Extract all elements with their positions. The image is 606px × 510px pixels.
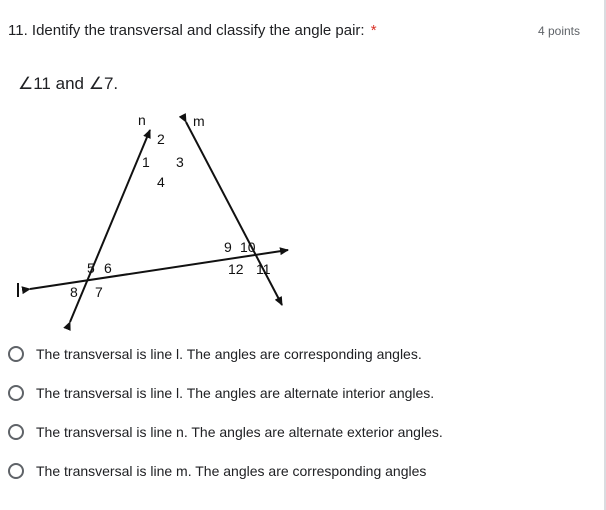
radio-button-1[interactable] <box>8 346 24 362</box>
angle-label-12: 12 <box>228 261 244 277</box>
answer-option-label: The transversal is line l. The angles are corresponding angles. <box>36 346 422 362</box>
angle-label-1: 1 <box>142 154 150 170</box>
radio-button-4[interactable] <box>8 463 24 479</box>
question-text: 11. Identify the transversal and classify the angle pair: <box>8 22 365 39</box>
answer-option-1[interactable] <box>8 342 422 366</box>
angle-label-5: 5 <box>87 260 95 276</box>
angle-label-2: 2 <box>157 131 165 147</box>
line-label-m: m <box>193 113 205 129</box>
answer-option-3[interactable] <box>8 420 443 444</box>
line-label-n: n <box>138 112 146 128</box>
answer-option-label: The transversal is line n. The angles are alternate exterior angles. <box>36 424 443 440</box>
required-asterisk: * <box>370 22 377 39</box>
answer-option-label: The transversal is line l. The angles are alternate interior angles. <box>36 385 435 401</box>
answer-option-label: The transversal is line m. The angles are corresponding angles <box>36 463 427 479</box>
angle-label-8: 8 <box>70 284 78 300</box>
angle-label-4: 4 <box>157 174 165 190</box>
angle-label-10: 10 <box>240 239 256 255</box>
question-title <box>8 22 377 39</box>
answer-option-4[interactable] <box>8 459 426 483</box>
angle-label-7: 7 <box>95 284 103 300</box>
angle-label-6: 6 <box>104 260 112 276</box>
angle-label-9: 9 <box>224 239 232 255</box>
line-l <box>30 250 288 289</box>
radio-button-2[interactable] <box>8 385 24 401</box>
angle-label-3: 3 <box>176 154 184 170</box>
radio-button-3[interactable] <box>8 424 24 440</box>
angle-prompt: ∠11 and ∠7. <box>18 74 119 93</box>
line-m <box>186 122 282 305</box>
points-label: 4 points <box>537 24 580 38</box>
line-n <box>70 130 150 322</box>
transversal-diagram <box>0 100 320 340</box>
answer-option-2[interactable] <box>8 381 434 405</box>
angle-label-11: 11 <box>256 261 271 277</box>
